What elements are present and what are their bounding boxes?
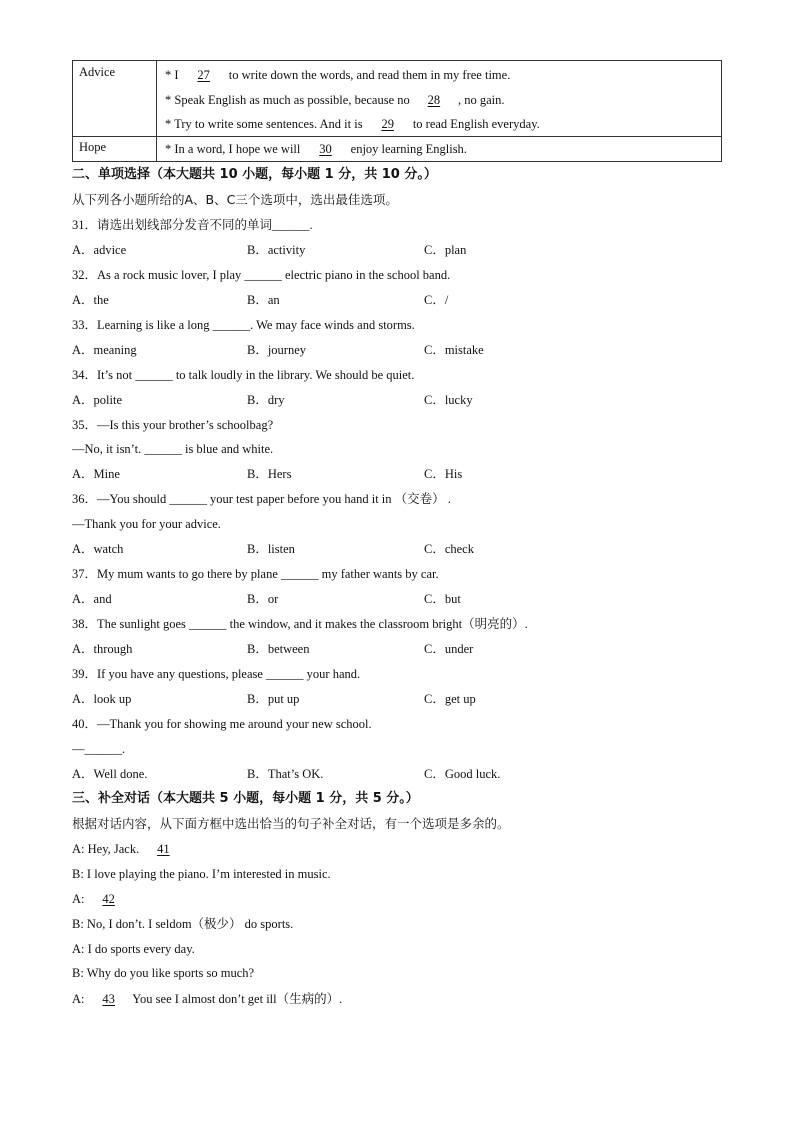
table-line (165, 113, 721, 136)
row-label: Hope (73, 137, 157, 162)
answer-blank-41: 41 (157, 842, 170, 856)
option-a: A．Mine (72, 467, 120, 481)
option-b: B．or (247, 592, 279, 606)
dialogue-text: A: (72, 892, 88, 906)
row-content (157, 137, 722, 162)
answer-blank-27: 27 (197, 68, 210, 82)
section-instruction: 从下列各小题所给的A、B、C三个选项中，选出最佳选项。 (72, 192, 398, 207)
answer-blank-29: 29 (381, 117, 394, 131)
dialogue-line (72, 915, 293, 933)
option-c: C．His (424, 467, 463, 481)
line-text: to read English everyday. (412, 117, 540, 131)
option-a: A．advice (72, 243, 127, 257)
table-row-advice (73, 61, 722, 137)
dialogue-text: A: Hey, Jack. (72, 842, 143, 856)
option-a: A．through (72, 642, 133, 656)
dialogue-text: A: (72, 992, 88, 1006)
question-stem: 38．The sunlight goes ______ the window, and it makes the classroom bright（明亮的）. (72, 617, 528, 631)
question-stem: 36．—You should ______ your test paper before you hand it in （交卷） . (72, 492, 451, 506)
dialogue-text: A: I do sports every day. (72, 942, 195, 956)
section-title: 二、单项选择（本大题共 10 小题，每小题 1 分，共 10 分。） (72, 167, 437, 182)
question-stem-line2: —______. (72, 742, 126, 756)
dialogue-line (72, 964, 254, 982)
dialogue-text: B: Why do you like sports so much? (72, 966, 255, 980)
line-text: to write down the words, and read them in my free time. (228, 68, 511, 82)
option-c: C．lucky (424, 393, 473, 407)
dialogue-line (72, 890, 130, 908)
option-a: A．and (72, 592, 112, 606)
dialogue-line (72, 990, 342, 1008)
option-b: B．journey (247, 343, 307, 357)
option-b: B．put up (247, 692, 300, 706)
question-stem-line2: —No, it isn’t. ______ is blue and white. (72, 442, 274, 456)
option-a: A．Well done. (72, 767, 148, 781)
line-text: * Try to write some sentences. And it is (165, 117, 366, 131)
option-c: C．check (424, 542, 474, 556)
table-line (165, 63, 721, 88)
option-a: A．polite (72, 393, 122, 407)
question-stem: 32．As a rock music lover, I play ______ electric piano in the school band. (72, 268, 451, 282)
question-stem: 37．My mum wants to go there by plane ______ my father wants by car. (72, 567, 439, 581)
question-stem: 35．—Is this your brother’s schoolbag? (72, 418, 274, 432)
row-content (157, 61, 722, 137)
table-row-hope (73, 137, 722, 162)
question-stem-line2: —Thank you for your advice. (72, 517, 221, 531)
option-c: C．plan (424, 243, 467, 257)
option-c: C．/ (424, 293, 449, 307)
question-stem: 33．Learning is like a long ______. We may face winds and storms. (72, 318, 415, 332)
dialogue-line (72, 840, 184, 858)
line-text: * I (165, 68, 182, 82)
advice-table (72, 60, 722, 162)
answer-blank-28: 28 (427, 93, 441, 107)
question-stem: 31．请选出划线部分发音不同的单词______. (72, 218, 313, 232)
option-a: A．watch (72, 542, 124, 556)
section-instruction: 根据对话内容，从下面方框中选出恰当的句子补全对话，有一个选项是多余的。 (72, 816, 510, 831)
dialogue-text: You see I almost don’t get ill（生病的）. (129, 992, 343, 1006)
option-b: B．activity (247, 243, 306, 257)
answer-blank-42: 42 (102, 892, 115, 906)
option-b: B．That’s OK. (247, 767, 324, 781)
line-text: * Speak English as much as possible, because no (165, 93, 413, 107)
option-c: C．but (424, 592, 461, 606)
option-c: C．get up (424, 692, 476, 706)
question-stem: 34．It’s not ______ to talk loudly in the library. We should be quiet. (72, 368, 415, 382)
option-b: B．between (247, 642, 310, 656)
option-c: C．under (424, 642, 474, 656)
section-title: 三、补全对话（本大题共 5 小题，每小题 1 分，共 5 分。） (72, 791, 419, 806)
option-b: B．Hers (247, 467, 292, 481)
option-a: A．meaning (72, 343, 137, 357)
row-label: Advice (73, 61, 157, 137)
option-b: B．listen (247, 542, 295, 556)
option-b: B．dry (247, 393, 285, 407)
dialogue-line (72, 940, 195, 958)
answer-blank-30: 30 (319, 142, 332, 156)
line-text: , no gain. (458, 93, 505, 107)
question-stem: 40．—Thank you for showing me around your new school. (72, 717, 372, 731)
table-line (165, 138, 721, 161)
line-text: enjoy learning English. (350, 142, 467, 156)
option-a: A．look up (72, 692, 132, 706)
table-line (165, 88, 721, 113)
answer-blank-43: 43 (102, 992, 115, 1006)
dialogue-text: B: I love playing the piano. I’m interested in music. (72, 867, 331, 881)
option-a: A．the (72, 293, 109, 307)
dialogue-text: B: No, I don’t. I seldom（极少） do sports. (72, 917, 294, 931)
question-stem: 39．If you have any questions, please ______ your hand. (72, 667, 361, 681)
line-text: * In a word, I hope we will (165, 142, 304, 156)
option-c: C．mistake (424, 343, 484, 357)
option-b: B．an (247, 293, 280, 307)
dialogue-line (72, 865, 331, 883)
option-c: C．Good luck. (424, 767, 501, 781)
